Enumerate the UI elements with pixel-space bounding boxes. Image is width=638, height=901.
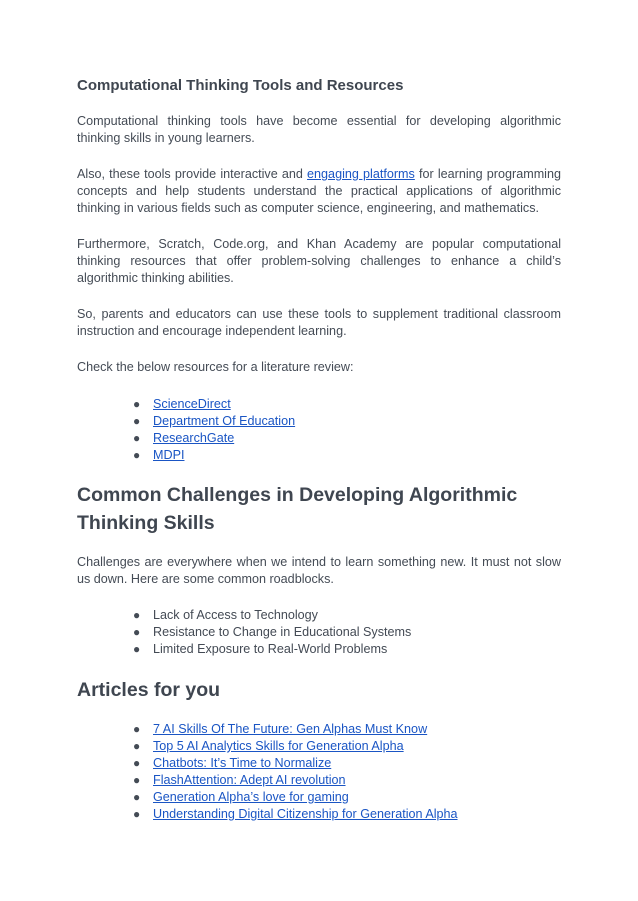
paragraph-text: Also, these tools provide interactive and xyxy=(77,167,308,181)
bullet: ● xyxy=(133,756,141,770)
list-item xyxy=(77,430,561,447)
paragraph-interactive-platforms xyxy=(77,166,561,217)
list-item xyxy=(77,738,561,755)
list-item xyxy=(77,721,561,738)
list-item-text: Resistance to Change in Educational Systems xyxy=(153,625,412,639)
paragraph-parents-educators: So, parents and educators can use these tools to supplement traditional classroom instruction and encourage independent learning. xyxy=(77,307,561,338)
link-engaging-platforms[interactable]: engaging platforms xyxy=(307,167,415,181)
heading-computational-thinking-tools: Computational Thinking Tools and Resources xyxy=(77,77,404,94)
bullet: ● xyxy=(133,773,141,787)
list-item xyxy=(77,396,561,413)
bullet: ● xyxy=(133,790,141,804)
bullet: ● xyxy=(133,625,141,639)
heading-common-challenges: Common Challenges in Developing Algorithmic Thinking Skills xyxy=(77,484,518,534)
list-item xyxy=(77,755,561,772)
link-mdpi[interactable]: MDPI xyxy=(153,448,185,462)
bullet: ● xyxy=(133,642,141,656)
list-item xyxy=(77,641,561,658)
challenges-list xyxy=(77,607,561,658)
paragraph-popular-resources: Furthermore, Scratch, Code.org, and Khan Academy are popular computational thinking resources that offer problem-solving challenges to enhance a child’s algorithmic thinking abilities. xyxy=(77,237,561,285)
link-article-ai-analytics[interactable]: Top 5 AI Analytics Skills for Generation Alpha xyxy=(153,739,404,753)
list-item xyxy=(77,413,561,430)
paragraph-challenges-everywhere: Challenges are everywhere when we intend to learn something new. It must not slow us down. Here are some common roadblocks. xyxy=(77,555,561,586)
bullet: ● xyxy=(133,608,141,622)
bullet: ● xyxy=(133,739,141,753)
list-item xyxy=(77,624,561,641)
list-item-text: Limited Exposure to Real-World Problems xyxy=(153,642,388,656)
paragraph-text: for learning programming concepts and help students understand the practical applications of algorithmic thinking in various fields such as computer science, engineering, and mathematics. xyxy=(77,167,561,215)
bullet: ● xyxy=(133,722,141,736)
list-item xyxy=(77,772,561,789)
link-article-flashattention[interactable]: FlashAttention: Adept AI revolution xyxy=(153,773,346,787)
list-item xyxy=(77,447,561,464)
articles-list xyxy=(77,721,561,823)
bullet: ● xyxy=(133,431,141,445)
list-item-text: Lack of Access to Technology xyxy=(153,608,318,622)
resource-list xyxy=(77,396,561,464)
link-department-of-education[interactable]: Department Of Education xyxy=(153,414,296,428)
list-item xyxy=(77,789,561,806)
link-researchgate[interactable]: ResearchGate xyxy=(153,431,235,445)
heading-articles-for-you: Articles for you xyxy=(77,679,221,701)
list-item xyxy=(77,607,561,624)
link-article-gaming[interactable]: Generation Alpha’s love for gaming xyxy=(153,790,349,804)
paragraph-tools-essential: Computational thinking tools have become essential for developing algorithmic thinking skills in young learners. xyxy=(77,114,561,145)
link-article-digital-citizenship[interactable]: Understanding Digital Citizenship for Generation Alpha xyxy=(153,807,458,821)
link-sciencedirect[interactable]: ScienceDirect xyxy=(153,397,231,411)
list-item xyxy=(77,806,561,823)
link-article-chatbots[interactable]: Chatbots: It’s Time to Normalize xyxy=(153,756,332,770)
link-article-ai-skills[interactable]: 7 AI Skills Of The Future: Gen Alphas Must Know xyxy=(153,722,428,736)
bullet: ● xyxy=(133,414,141,428)
bullet: ● xyxy=(133,807,141,821)
bullet: ● xyxy=(133,448,141,462)
bullet: ● xyxy=(133,397,141,411)
paragraph-check-resources: Check the below resources for a literature review: xyxy=(77,360,354,374)
